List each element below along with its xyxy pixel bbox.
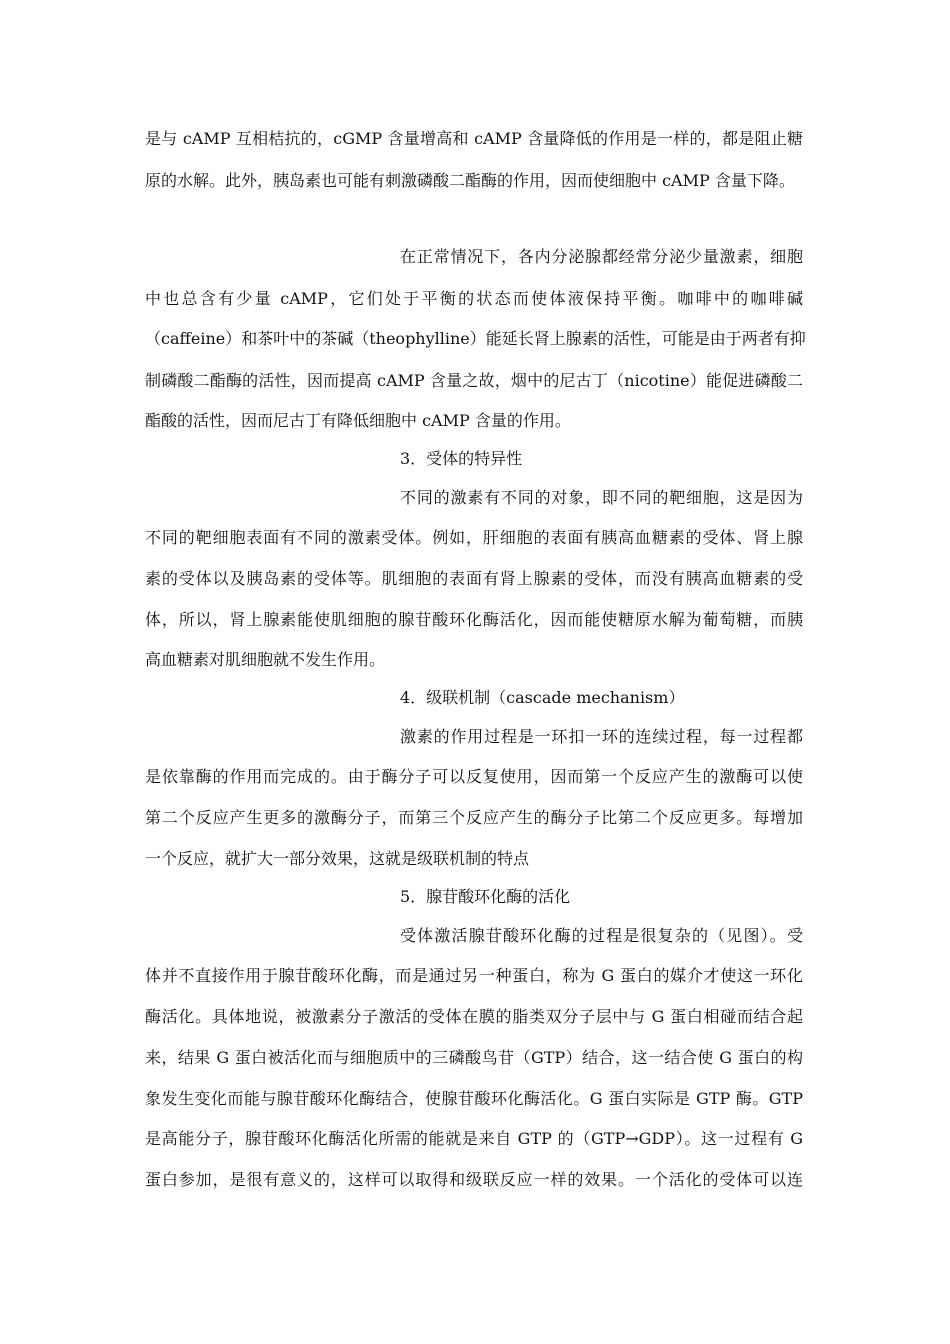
text-line: 第二个反应产生更多的激酶分子，而第三个反应产生的酶分子比第二个反应更多。每增加 bbox=[145, 808, 803, 827]
section-heading: 3．受体的特异性 bbox=[400, 449, 523, 468]
text-line: 是高能分子，腺苷酸环化酶活化所需的能就是来自 GTP 的（GTP→GDP）。这一过程有 G bbox=[145, 1129, 803, 1148]
text-line: 是与 cAMP 互相桔抗的，cGMP 含量增高和 cAMP 含量降低的作用是一样的，都是阻止糖 bbox=[145, 129, 803, 148]
text-line: 高血糖素对肌细胞就不发生作用。 bbox=[145, 650, 386, 669]
text-line: 体并不直接作用于腺苷酸环化酶，而是通过另一种蛋白，称为 G 蛋白的媒介才使这一环化 bbox=[145, 966, 803, 985]
text-line: 酶活化。具体地说，被激素分子激活的受体在膜的脂类双分子层中与 G 蛋白相碰而结合起 bbox=[145, 1007, 803, 1026]
text-line: 酯酸的活性，因而尼古丁有降低细胞中 cAMP 含量的作用。 bbox=[145, 411, 571, 430]
text-line: 体，所以，肾上腺素能使肌细胞的腺苷酸环化酶活化，因而能使糖原水解为葡萄糖，而胰 bbox=[145, 610, 803, 629]
section-heading: 5．腺苷酸环化酶的活化 bbox=[400, 887, 571, 906]
text-line: 一个反应，就扩大一部分效果，这就是级联机制的特点 bbox=[145, 849, 530, 868]
text-line: 激素的作用过程是一环扣一环的连续过程，每一过程都 bbox=[400, 727, 803, 746]
text-line: 是依靠酶的作用而完成的。由于酶分子可以反复使用，因而第一个反应产生的激酶可以使 bbox=[145, 767, 803, 786]
text-line: 不同的激素有不同的对象，即不同的靶细胞，这是因为 bbox=[400, 488, 803, 507]
text-line: 制磷酸二酯酶的活性，因而提高 cAMP 含量之故，烟中的尼古丁（nicotine）能促进磷酸二 bbox=[145, 371, 803, 390]
text-line: 象发生变化而能与腺苷酸环化酶结合，使腺苷酸环化酶活化。G 蛋白实际是 GTP 酶。GTP bbox=[145, 1089, 803, 1108]
text-line: 受体激活腺苷酸环化酶的过程是很复杂的（见图）。受 bbox=[400, 926, 803, 945]
text-line: （caffeine）和茶叶中的茶碱（theophylline）能延长肾上腺素的活性，可能是由于两者有抑 bbox=[145, 329, 806, 348]
text-line: 不同的靶细胞表面有不同的激素受体。例如，肝细胞的表面有胰高血糖素的受体、肾上腺 bbox=[145, 528, 803, 547]
text-line: 素的受体以及胰岛素的受体等。肌细胞的表面有肾上腺素的受体，而没有胰高血糖素的受 bbox=[145, 569, 803, 588]
text-line: 中也总含有少量 cAMP，它们处于平衡的状态而使体液保持平衡。咖啡中的咖啡碱 bbox=[145, 289, 803, 308]
text-line: 蛋白参加，是很有意义的，这样可以取得和级联反应一样的效果。一个活化的受体可以连 bbox=[145, 1170, 803, 1189]
text-line: 来，结果 G 蛋白被活化而与细胞质中的三磷酸鸟苷（GTP）结合，这一结合使 G 蛋白的构 bbox=[145, 1048, 803, 1067]
text-line: 原的水解。此外，胰岛素也可能有刺激磷酸二酯酶的作用，因而使细胞中 cAMP 含量下降。 bbox=[145, 171, 795, 190]
text-line: 在正常情况下，各内分泌腺都经常分泌少量激素，细胞 bbox=[400, 247, 803, 266]
section-heading: 4．级联机制（cascade mechanism） bbox=[400, 688, 685, 707]
